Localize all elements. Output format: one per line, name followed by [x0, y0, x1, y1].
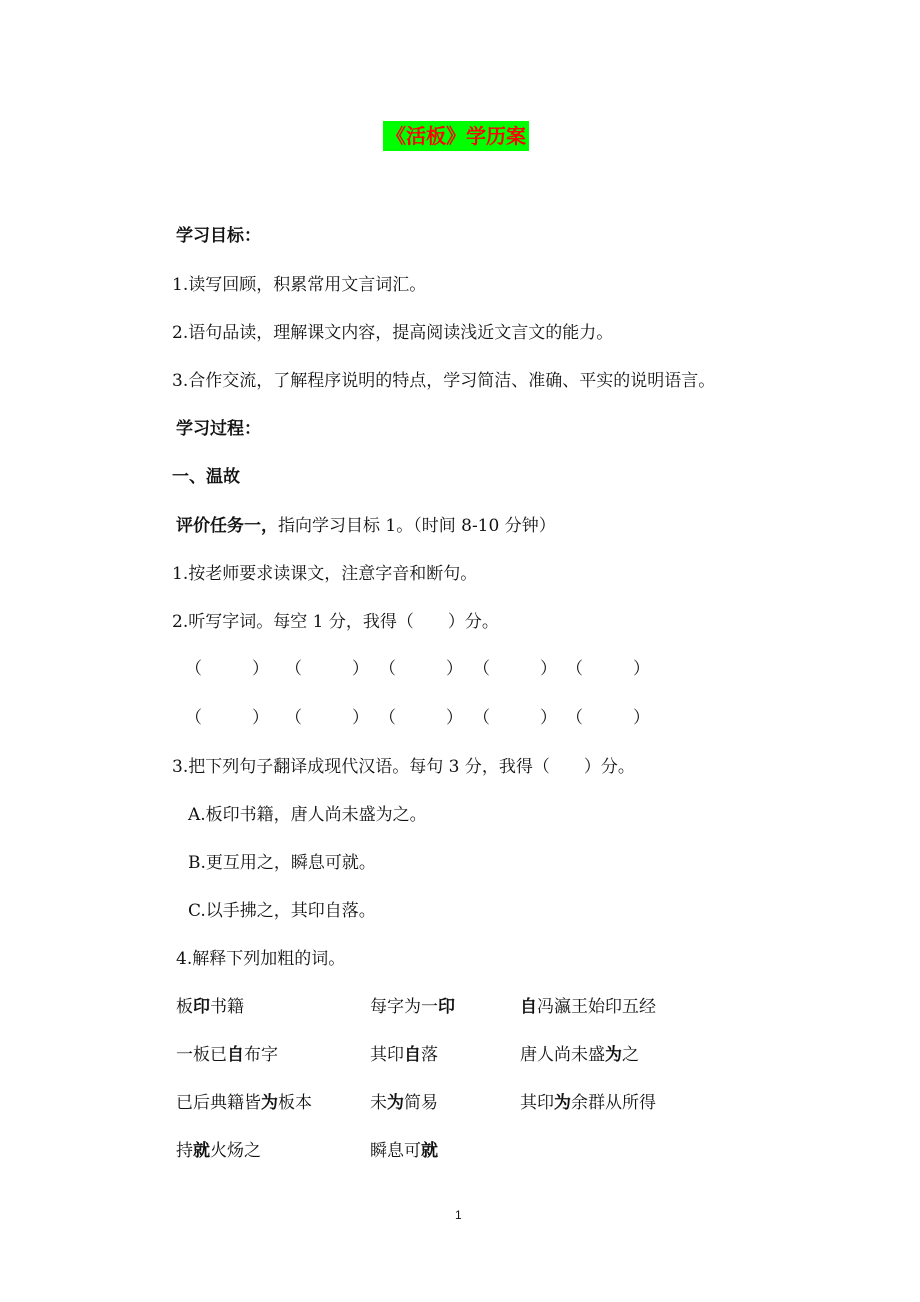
dictation-blanks-row-1	[0, 654, 920, 680]
blank-open: （	[379, 659, 396, 679]
blank-close: ）	[540, 659, 557, 679]
blank-close: ）	[352, 659, 369, 679]
word-item: 唐人尚未盛为之	[520, 1045, 639, 1065]
page-number: 1	[455, 1208, 462, 1222]
blank-open: （	[566, 659, 583, 679]
blank-close: ）	[352, 708, 369, 728]
word-item: 每字为一印	[370, 997, 455, 1017]
dictation-blanks-row-2	[0, 703, 920, 729]
blank-close: ）	[633, 659, 650, 679]
word-item: 其印自落	[370, 1045, 438, 1065]
blank-open: （	[566, 708, 583, 728]
blank-open: （	[473, 708, 490, 728]
question-1: 1.按老师要求读课文，注意字音和断句。	[172, 564, 478, 584]
task-label: 评价任务一，	[176, 516, 278, 536]
objective-item-1: 1.读写回顾，积累常用文言词汇。	[172, 275, 427, 295]
word-item: 其印为余群从所得	[520, 1093, 656, 1113]
sentence-a: A.板印书籍，唐人尚未盛为之。	[188, 805, 427, 825]
blank-open: （	[185, 659, 202, 679]
blank-close: ）	[446, 708, 463, 728]
word-item: 已后典籍皆为板本	[176, 1093, 312, 1113]
blank-close: ）	[446, 659, 463, 679]
process-heading: 学习过程：	[176, 419, 261, 439]
blank-close: ）	[540, 708, 557, 728]
word-item: 自冯瀛王始印五经	[520, 997, 656, 1017]
word-item: 板印书籍	[176, 997, 244, 1017]
word-item: 一板已自布字	[176, 1045, 278, 1065]
sentence-b: B.更互用之，瞬息可就。	[188, 853, 376, 873]
page-title: 《活板》学历案	[383, 121, 529, 151]
sentence-c: C.以手拂之，其印自落。	[188, 901, 376, 921]
section-heading-review: 一、温故	[172, 467, 240, 487]
objective-item-2: 2.语句品读，理解课文内容，提高阅读浅近文言文的能力。	[172, 323, 614, 343]
question-3: 3.把下列句子翻译成现代汉语。每句 3 分，我得（ ）分。	[172, 757, 635, 777]
word-item: 瞬息可就	[370, 1141, 438, 1161]
blank-open: （	[379, 708, 396, 728]
objectives-heading: 学习目标：	[176, 226, 261, 246]
task-line	[176, 511, 556, 536]
blank-open: （	[285, 708, 302, 728]
blank-open: （	[185, 708, 202, 728]
word-item: 未为简易	[370, 1093, 438, 1113]
objective-item-3: 3.合作交流，了解程序说明的特点，学习简洁、准确、平实的说明语言。	[172, 371, 716, 391]
question-4: 4.解释下列加粗的词。	[176, 949, 346, 969]
blank-open: （	[285, 659, 302, 679]
word-item: 持就火炀之	[176, 1141, 261, 1161]
task-description: 指向学习目标 1。（时间 8-10 分钟）	[278, 516, 556, 536]
blank-close: ）	[252, 659, 269, 679]
blank-close: ）	[252, 708, 269, 728]
blank-close: ）	[633, 708, 650, 728]
blank-open: （	[473, 659, 490, 679]
question-2: 2.听写字词。每空 1 分，我得（ ）分。	[172, 612, 499, 632]
